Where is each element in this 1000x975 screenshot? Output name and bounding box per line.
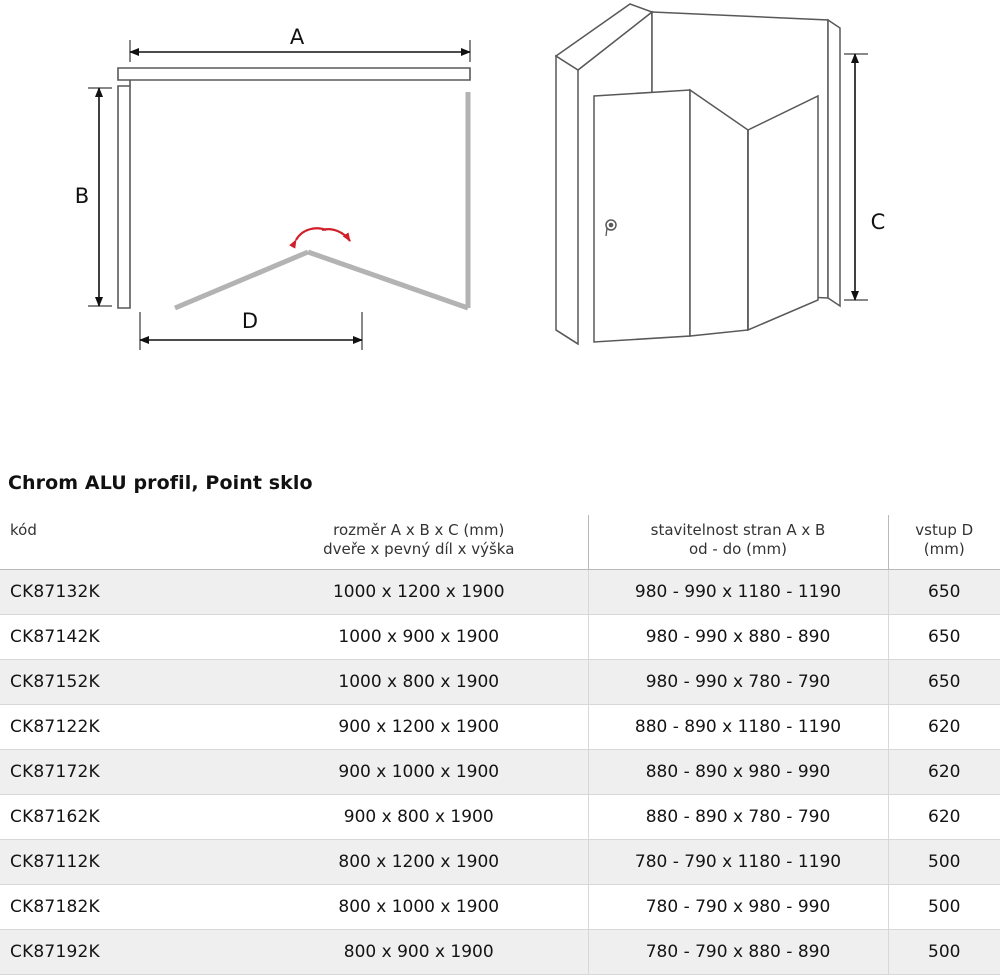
row-code: CK87152K <box>0 659 250 704</box>
table-row <box>0 614 1000 659</box>
spec-table <box>0 515 1000 975</box>
table-row <box>0 749 1000 794</box>
header-row <box>0 515 1000 569</box>
row-code: CK87172K <box>0 749 250 794</box>
row-dimensions: 1000 x 900 x 1900 <box>250 614 588 659</box>
table-row <box>0 794 1000 839</box>
row-adjustability: 780 - 790 x 1180 - 1190 <box>588 839 888 884</box>
row-adjustability: 980 - 990 x 880 - 890 <box>588 614 888 659</box>
row-entry: 500 <box>888 929 1000 974</box>
page-title: Chrom ALU profil, Point sklo <box>8 472 313 494</box>
row-adjustability: 880 - 890 x 1180 - 1190 <box>588 704 888 749</box>
row-dimensions: 800 x 1000 x 1900 <box>250 884 588 929</box>
row-adjustability: 980 - 990 x 780 - 790 <box>588 659 888 704</box>
header-entry: vstup D (mm) <box>888 515 1000 569</box>
row-dimensions: 800 x 1200 x 1900 <box>250 839 588 884</box>
row-code: CK87192K <box>0 929 250 974</box>
row-dimensions: 1000 x 1200 x 1900 <box>250 569 588 614</box>
row-code: CK87182K <box>0 884 250 929</box>
row-adjustability: 780 - 790 x 880 - 890 <box>588 929 888 974</box>
row-dimensions: 900 x 800 x 1900 <box>250 794 588 839</box>
header-dimensions: rozměr A x B x C (mm) dveře x pevný díl x výška <box>250 515 588 569</box>
table-row <box>0 569 1000 614</box>
row-adjustability: 880 - 890 x 780 - 790 <box>588 794 888 839</box>
row-entry: 620 <box>888 794 1000 839</box>
row-adjustability: 780 - 790 x 980 - 990 <box>588 884 888 929</box>
row-code: CK87142K <box>0 614 250 659</box>
row-code: CK87162K <box>0 794 250 839</box>
row-adjustability: 980 - 990 x 1180 - 1190 <box>588 569 888 614</box>
row-code: CK87122K <box>0 704 250 749</box>
dimension-label-a: A <box>289 25 305 49</box>
spec-table-container <box>0 515 1000 975</box>
dimension-label-b: B <box>74 184 90 208</box>
row-entry: 620 <box>888 749 1000 794</box>
row-dimensions: 900 x 1200 x 1900 <box>250 704 588 749</box>
table-row <box>0 884 1000 929</box>
dimension-label-d: D <box>241 309 259 333</box>
table-row <box>0 929 1000 974</box>
row-dimensions: 1000 x 800 x 1900 <box>250 659 588 704</box>
row-code: CK87112K <box>0 839 250 884</box>
row-entry: 650 <box>888 614 1000 659</box>
row-code: CK87132K <box>0 569 250 614</box>
row-entry: 650 <box>888 569 1000 614</box>
technical-drawing <box>0 0 1000 440</box>
dimension-label-c: C <box>870 210 886 234</box>
header-adjustability: stavitelnost stran A x B od - do (mm) <box>588 515 888 569</box>
row-entry: 500 <box>888 884 1000 929</box>
spec-table-header <box>0 515 1000 569</box>
row-dimensions: 900 x 1000 x 1900 <box>250 749 588 794</box>
technical-drawing-svg <box>0 0 1000 440</box>
spec-table-body <box>0 569 1000 974</box>
dimension-c-group <box>844 54 885 300</box>
row-dimensions: 800 x 900 x 1900 <box>250 929 588 974</box>
header-code: kód <box>0 515 250 569</box>
isometric-view-drawing <box>556 4 840 344</box>
row-entry: 620 <box>888 704 1000 749</box>
row-entry: 500 <box>888 839 1000 884</box>
table-row <box>0 659 1000 704</box>
row-adjustability: 880 - 890 x 980 - 990 <box>588 749 888 794</box>
row-entry: 650 <box>888 659 1000 704</box>
table-row <box>0 839 1000 884</box>
top-view-drawing <box>75 25 470 350</box>
table-row <box>0 704 1000 749</box>
